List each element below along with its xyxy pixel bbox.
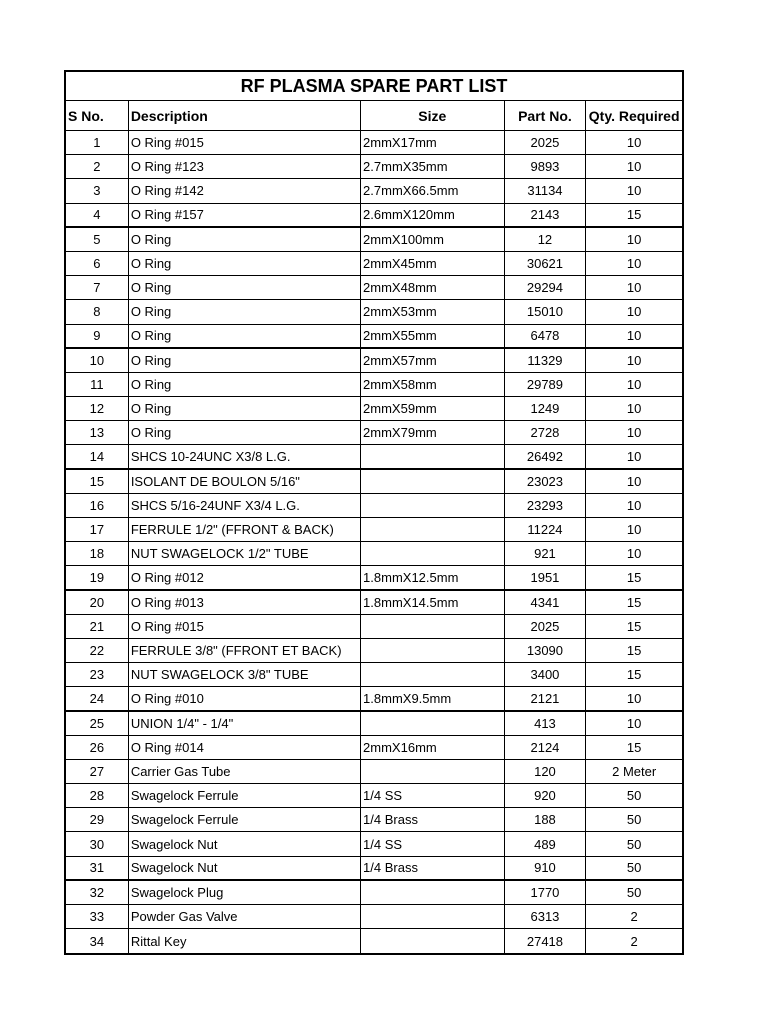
cell-qty: 50 bbox=[626, 788, 642, 804]
cell-part-no: 26492 bbox=[505, 445, 587, 467]
cell-description: O Ring bbox=[129, 276, 361, 299]
table-row bbox=[66, 349, 682, 373]
cell-description: O Ring bbox=[129, 325, 361, 347]
cell-description: O Ring #014 bbox=[129, 736, 361, 759]
cell-sno: 13 bbox=[66, 421, 129, 444]
cell-size: 2.7mmX66.5mm bbox=[361, 179, 505, 202]
cell-sno: 8 bbox=[66, 300, 129, 323]
table-row bbox=[66, 373, 682, 397]
cell-size bbox=[361, 760, 505, 783]
cell-qty: 15 bbox=[626, 643, 642, 659]
cell-sno: 26 bbox=[66, 736, 129, 759]
cell-part-no: 27418 bbox=[505, 929, 587, 953]
table-row bbox=[66, 808, 682, 832]
cell-part-no: 1951 bbox=[505, 566, 587, 588]
cell-size bbox=[361, 542, 505, 565]
cell-part-no: 30621 bbox=[505, 252, 587, 275]
cell-sno: 31 bbox=[66, 857, 129, 879]
cell-qty: 15 bbox=[626, 569, 642, 585]
table-row bbox=[66, 687, 682, 711]
cell-description: Swagelock Nut bbox=[129, 832, 361, 855]
table-body bbox=[66, 131, 682, 953]
cell-size: 2mmX59mm bbox=[361, 397, 505, 420]
cell-description: NUT SWAGELOCK 3/8" TUBE bbox=[129, 663, 361, 686]
col-header-description: Description bbox=[129, 101, 361, 130]
cell-size: 1/4 Brass bbox=[361, 808, 505, 831]
cell-description: O Ring #012 bbox=[129, 566, 361, 588]
table-row bbox=[66, 639, 682, 663]
cell-size bbox=[361, 639, 505, 662]
cell-sno: 24 bbox=[66, 687, 129, 709]
table-row bbox=[66, 542, 682, 566]
cell-size: 2mmX53mm bbox=[361, 300, 505, 323]
cell-part-no: 2143 bbox=[505, 204, 587, 226]
cell-description: O Ring #123 bbox=[129, 155, 361, 178]
cell-description: SHCS 10-24UNC X3/8 L.G. bbox=[129, 445, 361, 467]
cell-size: 2mmX100mm bbox=[361, 228, 505, 251]
cell-part-no: 23023 bbox=[505, 470, 587, 493]
cell-part-no: 413 bbox=[505, 712, 587, 735]
cell-part-no: 2728 bbox=[505, 421, 587, 444]
cell-size: 1/4 SS bbox=[361, 832, 505, 855]
cell-qty: 10 bbox=[626, 304, 642, 320]
cell-part-no: 1770 bbox=[505, 881, 587, 904]
table-row bbox=[66, 712, 682, 736]
cell-description: O Ring bbox=[129, 397, 361, 420]
table-row bbox=[66, 276, 682, 300]
cell-size: 1/4 SS bbox=[361, 784, 505, 807]
cell-qty: 10 bbox=[626, 449, 642, 465]
table-row bbox=[66, 663, 682, 687]
cell-sno: 34 bbox=[66, 929, 129, 953]
cell-sno: 4 bbox=[66, 204, 129, 226]
table-row bbox=[66, 566, 682, 590]
cell-qty: 10 bbox=[626, 183, 642, 199]
cell-size: 2mmX16mm bbox=[361, 736, 505, 759]
cell-qty: 10 bbox=[626, 256, 642, 272]
table-row bbox=[66, 832, 682, 856]
table-row bbox=[66, 615, 682, 639]
cell-description: O Ring #015 bbox=[129, 131, 361, 154]
cell-part-no: 2121 bbox=[505, 687, 587, 709]
cell-part-no: 489 bbox=[505, 832, 587, 855]
cell-sno: 16 bbox=[66, 494, 129, 517]
cell-size bbox=[361, 470, 505, 493]
cell-sno: 28 bbox=[66, 784, 129, 807]
cell-size: 2mmX45mm bbox=[361, 252, 505, 275]
cell-description: Swagelock Plug bbox=[129, 881, 361, 904]
cell-sno: 9 bbox=[66, 325, 129, 347]
cell-part-no: 3400 bbox=[505, 663, 587, 686]
spare-part-table bbox=[64, 70, 684, 955]
col-header-part-no: Part No. bbox=[505, 101, 587, 130]
cell-qty: 15 bbox=[626, 667, 642, 683]
cell-size bbox=[361, 663, 505, 686]
cell-qty: 50 bbox=[626, 836, 642, 852]
cell-part-no: 13090 bbox=[505, 639, 587, 662]
cell-part-no: 11329 bbox=[505, 349, 587, 372]
cell-part-no: 2025 bbox=[505, 131, 587, 154]
cell-size: 1.8mmX12.5mm bbox=[361, 566, 505, 588]
table-row bbox=[66, 929, 682, 953]
cell-qty: 10 bbox=[626, 328, 642, 344]
cell-part-no: 4341 bbox=[505, 591, 587, 614]
cell-qty: 10 bbox=[626, 352, 642, 368]
cell-description: O Ring #010 bbox=[129, 687, 361, 709]
cell-description: SHCS 5/16-24UNF X3/4 L.G. bbox=[129, 494, 361, 517]
cell-description: ISOLANT DE BOULON 5/16" bbox=[129, 470, 361, 493]
cell-part-no: 12 bbox=[505, 228, 587, 251]
cell-part-no: 11224 bbox=[505, 518, 587, 541]
cell-description: O Ring #157 bbox=[129, 204, 361, 226]
cell-qty: 10 bbox=[626, 473, 642, 489]
cell-qty: 10 bbox=[626, 715, 642, 731]
table-row bbox=[66, 397, 682, 421]
cell-size: 1/4 Brass bbox=[361, 857, 505, 879]
cell-size: 2.7mmX35mm bbox=[361, 155, 505, 178]
cell-qty: 15 bbox=[626, 618, 642, 634]
cell-qty: 10 bbox=[626, 280, 642, 296]
cell-description: Powder Gas Valve bbox=[129, 905, 361, 928]
cell-sno: 19 bbox=[66, 566, 129, 588]
cell-sno: 5 bbox=[66, 228, 129, 251]
cell-part-no: 188 bbox=[505, 808, 587, 831]
table-row bbox=[66, 760, 682, 784]
table-title: RF PLASMA SPARE PART LIST bbox=[66, 72, 682, 101]
cell-part-no: 920 bbox=[505, 784, 587, 807]
cell-description: O Ring bbox=[129, 300, 361, 323]
cell-description: O Ring #142 bbox=[129, 179, 361, 202]
table-row bbox=[66, 881, 682, 905]
cell-size bbox=[361, 518, 505, 541]
table-row bbox=[66, 155, 682, 179]
cell-qty: 10 bbox=[626, 159, 642, 175]
cell-description: FERRULE 3/8" (FFRONT ET BACK) bbox=[129, 639, 361, 662]
cell-sno: 30 bbox=[66, 832, 129, 855]
table-row bbox=[66, 857, 682, 881]
cell-part-no: 2025 bbox=[505, 615, 587, 638]
cell-sno: 10 bbox=[66, 349, 129, 372]
cell-description: O Ring bbox=[129, 373, 361, 396]
table-row bbox=[66, 518, 682, 542]
cell-qty: 15 bbox=[626, 207, 642, 223]
cell-sno: 27 bbox=[66, 760, 129, 783]
cell-size: 2mmX57mm bbox=[361, 349, 505, 372]
cell-part-no: 6313 bbox=[505, 905, 587, 928]
cell-qty: 10 bbox=[626, 522, 642, 538]
cell-sno: 32 bbox=[66, 881, 129, 904]
cell-sno: 6 bbox=[66, 252, 129, 275]
cell-size bbox=[361, 494, 505, 517]
cell-qty: 10 bbox=[626, 546, 642, 562]
cell-sno: 1 bbox=[66, 131, 129, 154]
cell-qty: 50 bbox=[626, 860, 642, 876]
cell-sno: 7 bbox=[66, 276, 129, 299]
col-header-sno: S No. bbox=[66, 101, 129, 130]
cell-part-no: 921 bbox=[505, 542, 587, 565]
table-row bbox=[66, 204, 682, 228]
cell-size bbox=[361, 445, 505, 467]
cell-size bbox=[361, 615, 505, 638]
cell-size: 2mmX48mm bbox=[361, 276, 505, 299]
table-row bbox=[66, 494, 682, 518]
header-row bbox=[66, 101, 682, 131]
cell-qty: 15 bbox=[626, 594, 642, 610]
cell-size: 2mmX55mm bbox=[361, 325, 505, 347]
cell-sno: 20 bbox=[66, 591, 129, 614]
table-row bbox=[66, 905, 682, 929]
cell-qty: 10 bbox=[626, 497, 642, 513]
table-row bbox=[66, 131, 682, 155]
cell-size: 2mmX17mm bbox=[361, 131, 505, 154]
cell-qty: 10 bbox=[626, 135, 642, 151]
cell-qty: 15 bbox=[626, 739, 642, 755]
cell-part-no: 29789 bbox=[505, 373, 587, 396]
cell-description: UNION 1/4" - 1/4" bbox=[129, 712, 361, 735]
cell-sno: 15 bbox=[66, 470, 129, 493]
cell-qty: 10 bbox=[626, 231, 642, 247]
cell-description: O Ring #013 bbox=[129, 591, 361, 614]
cell-qty: 10 bbox=[626, 376, 642, 392]
cell-sno: 18 bbox=[66, 542, 129, 565]
cell-description: Swagelock Ferrule bbox=[129, 784, 361, 807]
cell-qty: 2 bbox=[630, 909, 638, 925]
table-row bbox=[66, 252, 682, 276]
cell-part-no: 31134 bbox=[505, 179, 587, 202]
cell-sno: 17 bbox=[66, 518, 129, 541]
cell-description: Swagelock Ferrule bbox=[129, 808, 361, 831]
cell-description: O Ring bbox=[129, 228, 361, 251]
cell-size: 2mmX58mm bbox=[361, 373, 505, 396]
cell-description: Swagelock Nut bbox=[129, 857, 361, 879]
cell-sno: 14 bbox=[66, 445, 129, 467]
cell-qty: 2 Meter bbox=[612, 763, 657, 779]
cell-part-no: 29294 bbox=[505, 276, 587, 299]
cell-description: O Ring bbox=[129, 349, 361, 372]
cell-sno: 11 bbox=[66, 373, 129, 396]
cell-description: O Ring bbox=[129, 252, 361, 275]
cell-part-no: 120 bbox=[505, 760, 587, 783]
cell-qty: 2 bbox=[630, 933, 638, 949]
cell-sno: 23 bbox=[66, 663, 129, 686]
table-row bbox=[66, 445, 682, 469]
col-header-size: Size bbox=[361, 101, 505, 130]
cell-sno: 3 bbox=[66, 179, 129, 202]
cell-size bbox=[361, 712, 505, 735]
cell-qty: 10 bbox=[626, 401, 642, 417]
cell-description: FERRULE 1/2" (FFRONT & BACK) bbox=[129, 518, 361, 541]
cell-size: 1.8mmX14.5mm bbox=[361, 591, 505, 614]
table-row bbox=[66, 421, 682, 445]
cell-sno: 2 bbox=[66, 155, 129, 178]
cell-description: Rittal Key bbox=[129, 929, 361, 953]
cell-size: 2.6mmX120mm bbox=[361, 204, 505, 226]
cell-sno: 29 bbox=[66, 808, 129, 831]
cell-size: 2mmX79mm bbox=[361, 421, 505, 444]
cell-size bbox=[361, 881, 505, 904]
col-header-qty: Qty. Required bbox=[588, 107, 680, 124]
table-row bbox=[66, 325, 682, 349]
cell-sno: 22 bbox=[66, 639, 129, 662]
table-row bbox=[66, 470, 682, 494]
table-row bbox=[66, 300, 682, 324]
cell-size: 1.8mmX9.5mm bbox=[361, 687, 505, 709]
cell-part-no: 15010 bbox=[505, 300, 587, 323]
cell-part-no: 6478 bbox=[505, 325, 587, 347]
table-row bbox=[66, 228, 682, 252]
cell-description: O Ring #015 bbox=[129, 615, 361, 638]
cell-part-no: 9893 bbox=[505, 155, 587, 178]
cell-description: NUT SWAGELOCK 1/2" TUBE bbox=[129, 542, 361, 565]
cell-sno: 21 bbox=[66, 615, 129, 638]
table-row bbox=[66, 591, 682, 615]
cell-part-no: 23293 bbox=[505, 494, 587, 517]
cell-description: O Ring bbox=[129, 421, 361, 444]
cell-qty: 10 bbox=[626, 425, 642, 441]
table-row bbox=[66, 784, 682, 808]
table-row bbox=[66, 736, 682, 760]
cell-description: Carrier Gas Tube bbox=[129, 760, 361, 783]
cell-qty: 50 bbox=[626, 812, 642, 828]
cell-sno: 33 bbox=[66, 905, 129, 928]
cell-part-no: 910 bbox=[505, 857, 587, 879]
cell-part-no: 1249 bbox=[505, 397, 587, 420]
cell-qty: 50 bbox=[626, 884, 642, 900]
cell-part-no: 2124 bbox=[505, 736, 587, 759]
table-row bbox=[66, 179, 682, 203]
cell-sno: 25 bbox=[66, 712, 129, 735]
cell-qty: 10 bbox=[626, 690, 642, 706]
cell-sno: 12 bbox=[66, 397, 129, 420]
cell-size bbox=[361, 929, 505, 953]
cell-size bbox=[361, 905, 505, 928]
